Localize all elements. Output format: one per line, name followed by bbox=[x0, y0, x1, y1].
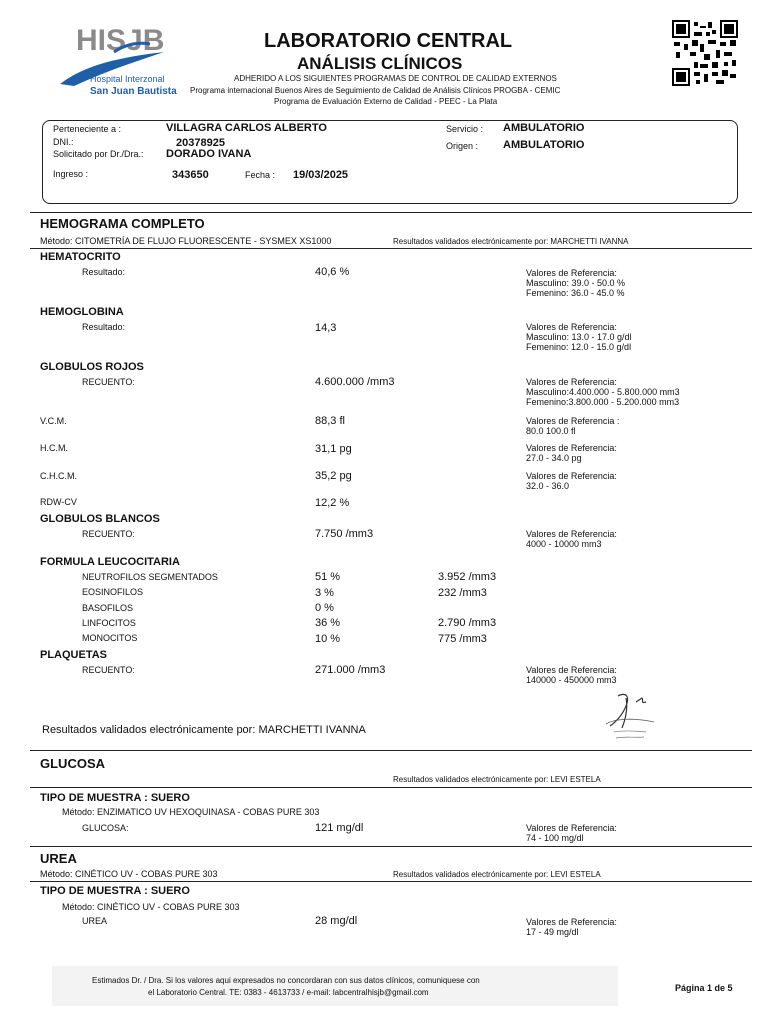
globulos-blancos-title: GLOBULOS BLANCOS bbox=[40, 513, 160, 525]
hemoglobina-ref: Valores de Referencia: Masculino: 13.0 - 17.0 g/dl Femenino: 12.0 - 15.0 g/dl bbox=[526, 322, 632, 352]
solicitado-label: Solicitado por Dr./Dra.: bbox=[53, 149, 144, 159]
formula-row-abs: 775 /mm3 bbox=[438, 633, 487, 645]
formula-row-label: MONOCITOS bbox=[82, 633, 138, 643]
formula-row-abs: 3.952 /mm3 bbox=[438, 571, 497, 583]
plaquetas-title: PLAQUETAS bbox=[40, 649, 108, 661]
hematocrito-title: HEMATOCRITO bbox=[40, 251, 121, 263]
hemograma-footer-validated: Resultados validados electrónicamente por: MARCHETTI IVANNA bbox=[42, 724, 366, 736]
lab-subtitle: ANÁLISIS CLÍNICOS bbox=[297, 54, 463, 73]
patient-info-box bbox=[42, 120, 738, 204]
chcm-value: 35,2 pg bbox=[315, 470, 352, 482]
glucosa-label: GLUCOSA: bbox=[82, 823, 129, 833]
signature-image bbox=[596, 688, 676, 748]
perteneciente-label: Perteneciente a : bbox=[53, 124, 122, 134]
lab-title: LABORATORIO CENTRAL bbox=[264, 30, 513, 52]
ingreso-value: 343650 bbox=[172, 169, 209, 181]
glucosa-validated: Resultados validados electrónicamente por: LEVI ESTELA bbox=[393, 775, 601, 784]
glucosa-method: Método: ENZIMATICO UV HEXOQUINASA - COBAS PURE 303 bbox=[62, 807, 320, 817]
divider bbox=[30, 750, 752, 751]
fecha-value: 19/03/2025 bbox=[293, 169, 349, 181]
page-number: Página 1 de 5 bbox=[675, 983, 733, 993]
formula-row-label: BASOFILOS bbox=[82, 603, 134, 613]
globulos-rojos-title: GLOBULOS ROJOS bbox=[40, 361, 144, 373]
logo-sub2: San Juan Bautista bbox=[90, 86, 177, 97]
formula-title: FORMULA LEUCOCITARIA bbox=[40, 556, 180, 568]
origen-label: Origen : bbox=[446, 141, 479, 151]
quality-line-2: Programa internacional Buenos Aires de Seguimiento de Calidad de Análisis Clínicos PROGBA - CEMIC bbox=[190, 86, 561, 95]
globulos-blancos-ref: Valores de Referencia: 4000 - 10000 mm3 bbox=[526, 529, 617, 549]
dni-value: 20378925 bbox=[176, 137, 225, 149]
formula-row-pct: 3 % bbox=[315, 587, 334, 599]
urea-ref: Valores de Referencia: 17 - 49 mg/dl bbox=[526, 917, 617, 937]
footer-line-1: Estimados Dr. / Dra. Si los valores aqui expresados no concordaran con sus datos clínicos, comuniquese con bbox=[92, 976, 480, 985]
formula-row-pct: 51 % bbox=[315, 571, 341, 583]
rdw-label: RDW-CV bbox=[40, 497, 77, 507]
urea-method: Método: CINÉTICO UV - COBAS PURE 303 bbox=[62, 902, 240, 912]
urea-label: UREA bbox=[82, 916, 108, 926]
globulos-blancos-label: RECUENTO: bbox=[82, 529, 135, 539]
formula-row-pct: 10 % bbox=[315, 633, 341, 645]
footer-box bbox=[52, 966, 618, 1006]
vcm-ref: Valores de Referencia : 80.0 100.0 fl bbox=[526, 416, 620, 436]
formula-row-abs: 232 /mm3 bbox=[438, 587, 487, 599]
dni-label: DNI.: bbox=[53, 137, 74, 147]
urea-value: 28 mg/dl bbox=[315, 915, 358, 927]
divider bbox=[30, 212, 752, 213]
hcm-label: H.C.M. bbox=[40, 443, 68, 453]
globulos-rojos-label: RECUENTO: bbox=[82, 377, 135, 387]
formula-row-pct: 0 % bbox=[315, 602, 334, 614]
vcm-label: V.C.M. bbox=[40, 416, 67, 426]
divider bbox=[30, 846, 752, 847]
origen-value: AMBULATORIO bbox=[503, 139, 585, 151]
hemoglobina-value: 14,3 bbox=[315, 322, 337, 334]
plaquetas-value: 271.000 /mm3 bbox=[315, 664, 386, 676]
footer-line-2: el Laboratorio Central. TE: 0383 - 4613733 / e-mail: labcentralhisjb@gmail.com bbox=[148, 988, 429, 997]
hcm-ref: Valores de Referencia: 27.0 - 34.0 pg bbox=[526, 443, 617, 463]
rdw-value: 12,2 % bbox=[315, 497, 350, 509]
qr-code-icon bbox=[672, 20, 738, 86]
quality-line-3: Programa de Evaluación Externo de Calidad - PEEC - La Plata bbox=[274, 97, 498, 106]
hemoglobina-label: Resultado: bbox=[82, 322, 126, 332]
hospital-logo bbox=[54, 22, 194, 104]
globulos-rojos-value: 4.600.000 /mm3 bbox=[315, 376, 395, 388]
divider bbox=[30, 881, 752, 882]
divider bbox=[30, 248, 752, 249]
formula-row-label: LINFOCITOS bbox=[82, 618, 136, 628]
glucosa-ref: Valores de Referencia: 74 - 100 mg/dl bbox=[526, 823, 617, 843]
urea-title: UREA bbox=[40, 851, 77, 866]
glucosa-muestra: TIPO DE MUESTRA : SUERO bbox=[40, 792, 190, 804]
plaquetas-label: RECUENTO: bbox=[82, 665, 135, 675]
hematocrito-ref: Valores de Referencia: Masculino: 39.0 - 50.0 % Femenino: 36.0 - 45.0 % bbox=[526, 268, 626, 298]
glucosa-value: 121 mg/dl bbox=[315, 822, 364, 834]
formula-row-label: NEUTROFILOS SEGMENTADOS bbox=[82, 572, 218, 582]
servicio-value: AMBULATORIO bbox=[503, 122, 585, 134]
divider bbox=[30, 787, 752, 788]
formula-row-abs: 2.790 /mm3 bbox=[438, 617, 497, 629]
chcm-label: C.H.C.M. bbox=[40, 471, 77, 481]
hcm-value: 31,1 pg bbox=[315, 443, 352, 455]
servicio-label: Servicio : bbox=[446, 124, 484, 134]
chcm-ref: Valores de Referencia: 32.0 - 36.0 bbox=[526, 471, 617, 491]
doctor-name: DORADO IVANA bbox=[166, 148, 252, 160]
globulos-blancos-value: 7.750 /mm3 bbox=[315, 528, 374, 540]
logo-sub1: Hospital Interzonal bbox=[90, 74, 165, 84]
ingreso-label: Ingreso : bbox=[53, 169, 89, 179]
logo-text: HISJB bbox=[76, 24, 165, 57]
vcm-value: 88,3 fl bbox=[315, 415, 345, 427]
hematocrito-value: 40,6 % bbox=[315, 266, 350, 278]
globulos-rojos-ref: Valores de Referencia: Masculino:4.400.000 - 5.800.000 mm3 Femenino:3.800.000 - 5.200.000 mm3 bbox=[526, 377, 680, 407]
hemograma-validated: Resultados validados electrónicamente por: MARCHETTI IVANNA bbox=[393, 237, 629, 246]
plaquetas-ref: Valores de Referencia: 140000 - 450000 mm3 bbox=[526, 665, 617, 685]
urea-method-top: Método: CINÉTICO UV - COBAS PURE 303 bbox=[40, 869, 218, 879]
glucosa-title: GLUCOSA bbox=[40, 756, 105, 771]
urea-validated: Resultados validados electrónicamente por: LEVI ESTELA bbox=[393, 870, 601, 879]
hematocrito-label: Resultado: bbox=[82, 267, 126, 277]
patient-name: VILLAGRA CARLOS ALBERTO bbox=[166, 122, 327, 134]
quality-line-1: ADHERIDO A LOS SIGUIENTES PROGRAMAS DE CONTROL DE CALIDAD EXTERNOS bbox=[234, 74, 557, 83]
fecha-label: Fecha : bbox=[245, 170, 276, 180]
formula-row-label: EOSINOFILOS bbox=[82, 587, 144, 597]
urea-muestra: TIPO DE MUESTRA : SUERO bbox=[40, 885, 190, 897]
formula-row-pct: 36 % bbox=[315, 617, 341, 629]
hemograma-method: Método: CITOMETRÍA DE FLUJO FLUORESCENTE - SYSMEX XS1000 bbox=[40, 236, 332, 246]
hemoglobina-title: HEMOGLOBINA bbox=[40, 306, 124, 318]
hemograma-title: HEMOGRAMA COMPLETO bbox=[40, 216, 205, 231]
